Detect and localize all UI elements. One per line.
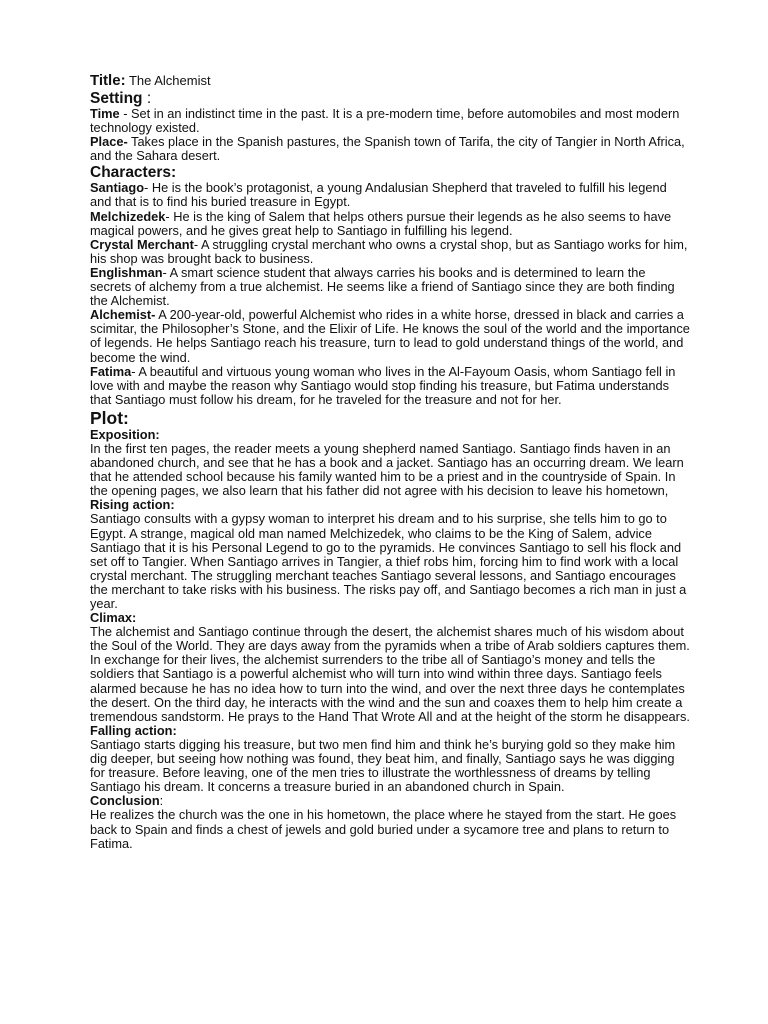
character-paragraph: [90, 266, 690, 308]
character-name: Santiago: [90, 180, 145, 196]
character-paragraph: [90, 181, 690, 209]
plot-section-text: He realizes the church was the one in his hometown, the place where he stayed from the start. He goes back to Spain and finds a chest of jewels and gold buried under a sycamore tree and plans to return to Fatima.: [90, 807, 677, 851]
setting-colon: :: [142, 90, 152, 107]
time-paragraph: [90, 107, 690, 135]
character-paragraph: [90, 238, 690, 266]
plot-section-text: Santiago starts digging his treasure, but two men find him and think he’s burying gold so they make him dig deeper, but seeing how nothing was found, they beat him, and finally, Santiago says he was digging for treasure. Before leaving, one of the men tries to illustrate the worthlessness of dreams by telling Santiago his dream. It concerns a treasure buried in an abandoned church in Spain.: [90, 736, 676, 795]
place-text: Takes place in the Spanish pastures, the Spanish town of Tarifa, the city of Tangier in North Africa, and the Sahara desert.: [90, 134, 685, 164]
place-paragraph: [90, 135, 690, 163]
title-value: The Alchemist: [125, 73, 211, 88]
character-text: - He is the book’s protagonist, a young Andalusian Shepherd that traveled to fulfill his legend and that is to find his buried treasure in Egypt.: [90, 180, 667, 210]
title-label: Title:: [90, 72, 126, 89]
setting-heading-text: Setting: [90, 90, 143, 107]
place-label: Place-: [90, 134, 128, 150]
character-paragraph: [90, 308, 690, 364]
plot-section-label: Climax:: [90, 610, 137, 626]
document-page: [90, 72, 690, 851]
plot-section-text: In the first ten pages, the reader meets a young shepherd named Santiago. Santiago finds haven in an abandoned church, and see that he has a book and a jacket. Santiago has an occurring dream. We learn that he attended school because his family wanted him to be a priest and in the countryside of Spain. In the opening pages, we also learn that his father did not agree with his decision to leave his hometown,: [90, 440, 684, 499]
plot-section-label: Falling action:: [90, 722, 177, 738]
character-text: - A struggling crystal merchant who owns a crystal shop, but as Santiago works for him, his shop was brought back to business.: [90, 236, 688, 266]
character-text: - A beautiful and virtuous young woman who lives in the Al-Fayoum Oasis, whom Santiago fell in love with and maybe the reason why Santiago would stop finding his treasure, but Fatima understands that Santiago must follow his dream, for he traveled for the treasure and not for her.: [90, 363, 676, 407]
time-label: Time: [90, 106, 120, 121]
plot-section-text: The alchemist and Santiago continue through the desert, the alchemist shares much of his wisdom about the Soul of the World. They are days away from the pyramids when a tribe of Arab soldiers captures them. In exchange for their lives, the alchemist surrenders to the tribe all of Santiago’s money and tells the soldiers that Santiago is a powerful alchemist who will turn into wind within three days. Santiago feels alarmed because he has no idea how to turn into the wind, and over the next three days he contemplates the desert. On the third day, he interacts with the wind and the sun and coaxes them to help him create a tremendous sandstorm. He prays to the Hand That Wrote All and at the height of the storm he disappears.: [90, 624, 690, 724]
character-paragraph: [90, 210, 690, 238]
plot-section-label: Rising action:: [90, 497, 175, 513]
conclusion-colon: :: [159, 793, 164, 809]
setting-heading: [90, 90, 690, 107]
character-name: Melchizedek: [90, 208, 166, 224]
characters-heading: Characters:: [90, 164, 177, 182]
character-name: Englishman: [90, 264, 163, 280]
character-text: - A smart science student that always carries his books and is determined to learn the secrets of alchemy from a true alchemist. He seems like a friend of Santiago since they are both finding the Alchemist.: [90, 264, 675, 309]
character-name: Crystal Merchant: [90, 236, 194, 252]
plot-heading: Plot:: [90, 407, 129, 428]
title-line: [90, 72, 690, 89]
plot-section-label: Exposition:: [90, 426, 160, 442]
time-text: - Set in an indistinct time in the past. It is a pre-modern time, before automobiles and most modern technology existed.: [90, 106, 680, 136]
character-text: A 200-year-old, powerful Alchemist who rides in a white horse, dressed in black and carries a scimitar, the Philosopher’s Stone, and the Elixir of Life. He knows the soul of the world and the importance of legends. He helps Santiago reach his treasure, turn to lead to gold understand things of the world, and become the wind.: [90, 307, 690, 365]
plot-section-text: Santiago consults with a gypsy woman to interpret his dream and to his surprise, she tells him to go to Egypt. A strange, magical old man named Melchizedek, who claims to be the King of Salem, advice Santiago that it is his Personal Legend to go to the pyramids. He convinces Santiago to sell his flock and set off to Tangier. When Santiago arrives in Tangier, a thief robs him, forcing him to find work with a local crystal merchant. The struggling merchant teaches Santiago several lessons, and Santiago encourages the merchant to take risks with his business. The risks pay off, and Santiago becomes a rich man in just a year.: [90, 511, 687, 611]
character-name: Alchemist-: [90, 307, 156, 323]
character-paragraph: [90, 365, 690, 407]
conclusion-label-line: [90, 794, 690, 808]
plot-section-label: Conclusion: [90, 793, 160, 809]
character-text: - He is the king of Salem that helps others pursue their legends as he also seems to have magical powers, and he gives great help to Santiago in fulfilling his legend.: [90, 208, 672, 238]
character-name: Fatima: [90, 363, 132, 379]
